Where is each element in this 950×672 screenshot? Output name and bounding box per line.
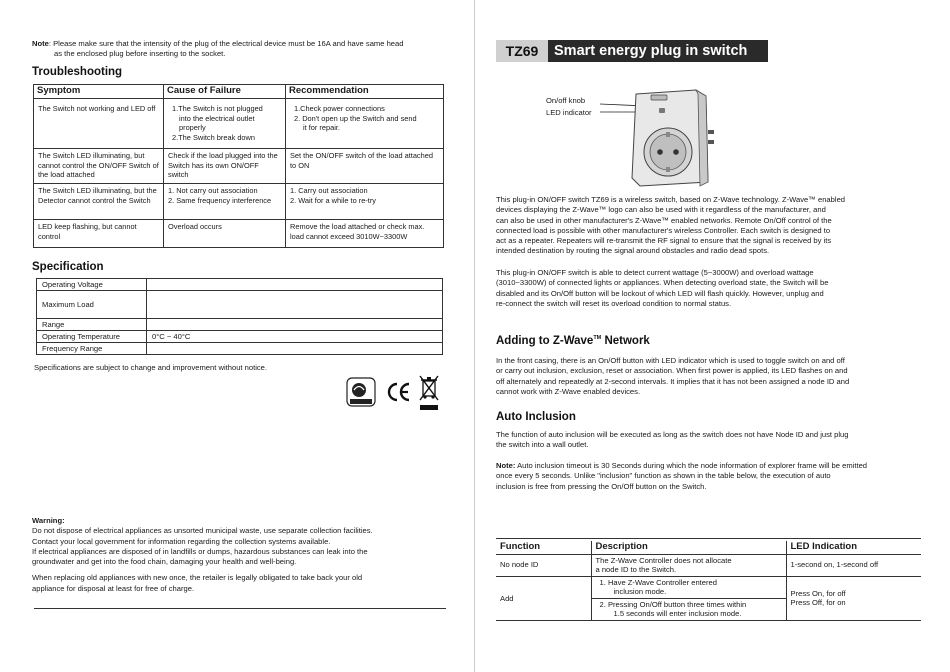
intro-line: disabled and its On/Off button will be lockout of which LED will flash quickly. However, unplug and: [496, 288, 824, 298]
col-function-header: Function: [496, 541, 591, 554]
intro-line: connected load is possible with other manufacturer's wireless Controller. Each switch is designed to: [496, 225, 831, 235]
cause-line: into the electrical outlet: [179, 113, 255, 123]
warning-line: If electrical appliances are disposed of in landfills or dumps, hazardous substances can leak into the: [32, 546, 368, 556]
cause-line: 1.The Switch is not plugged: [172, 104, 263, 113]
smart-plug-illustration: [596, 82, 726, 192]
intro-line: (3010~3300W) of connected lights or appliances. When detecting overload state, the Switch will be: [496, 278, 829, 288]
zwave-plus-logo: [346, 377, 376, 407]
warning-line: Contact your local government for information regarding the collection systems available.: [32, 536, 331, 546]
intro-paragraph-2: [496, 268, 921, 309]
description-line: 1.5 seconds will enter inclusion mode.: [613, 609, 742, 619]
device-label-led: LED indicator: [546, 108, 592, 117]
col-cause-header: Cause of Failure: [164, 85, 286, 99]
symptom-cell: The Switch not working and LED off: [34, 99, 164, 149]
specification-heading: Specification: [32, 261, 104, 273]
spec-row: [37, 291, 443, 319]
spec-value: [147, 279, 443, 291]
spec-value: [147, 319, 443, 331]
table-row: [496, 576, 921, 620]
col-led-header: LED Indication: [786, 541, 921, 554]
description-line: inclusion mode.: [613, 587, 667, 597]
intro-line: can also be used in other manufacturer's Z-Wave™ enabled networks. Remote On/Off control of the: [496, 215, 832, 225]
cause-line: 1. Not carry out association: [168, 186, 258, 195]
function-table: [496, 541, 921, 621]
troubleshooting-header-row: [34, 85, 444, 99]
replace-line: When replacing old appliances with new once, the retailer is legally obligated to take back your old: [32, 573, 363, 583]
spec-label: Range: [37, 319, 147, 331]
auto-note-label: Note:: [496, 461, 516, 470]
cause-line: 2.The Switch break down: [172, 132, 255, 142]
cause-cell: [164, 99, 286, 149]
rec-line: 1.Check power connections: [294, 104, 385, 113]
adding-line: or carry out inclusion, exclusion, reset or association. When first power is applied, its LED flashes on and: [496, 366, 848, 376]
function-cell: No node ID: [496, 554, 591, 576]
table-row: [34, 184, 444, 220]
warning-block: [32, 516, 462, 594]
spec-row: [37, 279, 443, 291]
col-description-header: Description: [591, 541, 786, 554]
auto-line: the switch into a wall outlet.: [496, 440, 589, 450]
troubleshooting-heading: Troubleshooting: [32, 66, 123, 78]
description-line: 1. Have Z-Wave Controller entered: [599, 577, 717, 587]
adding-line: In the front casing, there is an On/Off button with LED indicator which is used to toggle switch on and off: [496, 356, 845, 365]
spec-note: Specifications are subject to change and improvement without notice.: [34, 363, 268, 372]
recommendation-cell: [286, 184, 444, 220]
adding-heading: [496, 335, 650, 347]
led-cell: [786, 576, 921, 620]
replace-line: appliance for disposal at least for free of charge.: [32, 583, 195, 593]
spec-value: 0°C ~ 40°C: [147, 331, 443, 343]
col-recommendation-header: Recommendation: [286, 85, 444, 99]
adding-paragraph: [496, 356, 921, 397]
intro-line: re-connect the switch will reset its overload condition to normal status.: [496, 298, 732, 308]
ce-mark-logo: [386, 381, 412, 403]
auto-inclusion-heading: Auto Inclusion: [496, 411, 576, 423]
description-line: The Z-Wave Controller does not allocate: [595, 555, 732, 565]
spec-label: Maximum Load: [37, 291, 147, 319]
description-cell: [591, 576, 786, 620]
warning-line: Do not dispose of electrical appliances as unsorted municipal waste, use separate collection facilities.: [32, 526, 373, 536]
symptom-cell: The Switch LED illuminating, but the Detector cannot control the Switch: [34, 184, 164, 220]
col-symptom-header: Symptom: [34, 85, 164, 99]
intro-line: This plug-in ON/OFF switch is able to detect current wattage (5~3000W) and overload wattage: [496, 268, 814, 277]
intro-line: This plug-in ON/OFF switch TZ69 is a wireless switch, based on Z-Wave technology. Z-Wave™ enabled: [496, 195, 846, 204]
intro-line: intended destination by routing the signal around obstacles and radio dead spots.: [496, 246, 770, 256]
adding-line: cannot work with Z-Wave enabled devices.: [496, 386, 641, 396]
adding-heading-text: Adding to Z-Wave: [496, 335, 594, 347]
cause-cell: Check if the load plugged into the Switch has its own ON/OFF switch: [164, 149, 286, 184]
note-label: Note: [32, 39, 49, 48]
weee-bin-logo: [418, 374, 440, 412]
trademark-mark: TM: [593, 335, 602, 342]
intro-line: act as a repeater. Repeaters will re-transmit the RF signal to ensure that the signal is received by its: [496, 236, 832, 246]
rec-line: it for repair.: [303, 123, 340, 133]
spec-row: [37, 343, 443, 355]
note-text: : Please make sure that the intensity of the plug of the electrical device must be 16A and have same head: [48, 39, 404, 48]
function-cell: Add: [496, 576, 591, 620]
left-bottom-rule: [34, 608, 446, 609]
auto-note-line: Auto inclusion timeout is 30 Seconds during which the node information of explorer frame will be emitted: [515, 461, 868, 470]
spec-label: Operating Temperature: [37, 331, 147, 343]
recommendation-cell: Set the ON/OFF switch of the load attached to ON: [286, 149, 444, 184]
description-line: a node ID to the Switch.: [595, 565, 677, 575]
intro-line: devices displaying the Z-Wave™ logo can also be used with it regardless of the manufacturer, and: [496, 205, 826, 215]
device-label-knob: On/off knob: [546, 96, 586, 105]
cause-line: properly: [179, 123, 206, 133]
auto-line: The function of auto inclusion will be executed as long as the switch does not have Node ID and just plug: [496, 430, 849, 439]
page-fold: [474, 0, 475, 672]
cause-cell: Overload occurs: [164, 220, 286, 248]
auto-inclusion-note: [496, 461, 921, 492]
rec-line: 2. Don't open up the Switch and send: [294, 113, 417, 123]
specification-table: [36, 278, 443, 355]
auto-note-line: once every 5 seconds. Unlike "inclusion" function as shown in the table below, the execution of auto: [496, 471, 831, 481]
auto-inclusion-paragraph: [496, 430, 921, 451]
led-line: Press On, for off: [790, 588, 846, 598]
spec-row: [37, 319, 443, 331]
cause-cell: [164, 184, 286, 220]
description-line: 2. Pressing On/Off button three times within: [599, 599, 747, 609]
cause-line: 2. Same frequency interference: [168, 195, 272, 205]
spec-label: Frequency Range: [37, 343, 147, 355]
description-cell: [591, 554, 786, 576]
recommendation-cell: [286, 99, 444, 149]
warning-title: Warning:: [32, 516, 65, 525]
note-paragraph: [32, 39, 462, 60]
rec-line: 2. Wait for a while to re-try: [290, 195, 376, 205]
right-table-top-rule: [496, 538, 921, 539]
function-header-row: [496, 541, 921, 554]
intro-paragraph-1: [496, 195, 921, 257]
table-row: [34, 149, 444, 184]
spec-label: Operating Voltage: [37, 279, 147, 291]
spec-value: [147, 291, 443, 319]
table-row: [34, 220, 444, 248]
page-title: Smart energy plug in switch: [548, 40, 768, 62]
rec-line: 1. Carry out association: [290, 186, 368, 195]
adding-line: off alternately and repeatedly at 2-second intervals. It implies that it has not been assigned a node ID and: [496, 376, 850, 386]
note-text-2: as the enclosed plug before inserting to the socket.: [54, 49, 226, 59]
led-cell: 1-second on, 1-second off: [786, 554, 921, 576]
symptom-cell: The Switch LED illuminating, but cannot control the ON/OFF Switch of the load attached: [34, 149, 164, 184]
spec-row: [37, 331, 443, 343]
model-tag: TZ69: [496, 40, 548, 62]
table-row: [34, 99, 444, 149]
led-line: Press Off, for on: [790, 598, 846, 608]
symptom-cell: LED keep flashing, but cannot control: [34, 220, 164, 248]
table-row: [496, 554, 921, 576]
auto-note-line: inclusion is free from pressing the On/Off button on the Switch.: [496, 481, 707, 491]
spec-value: [147, 343, 443, 355]
adding-heading-text-2: Network: [601, 335, 650, 347]
troubleshooting-table: [33, 84, 444, 248]
warning-line: groundwater and get into the food chain, damaging your health and well-being.: [32, 557, 297, 567]
recommendation-cell: Remove the load attached or check max. load cannot exceed 3010W~3300W: [286, 220, 444, 248]
